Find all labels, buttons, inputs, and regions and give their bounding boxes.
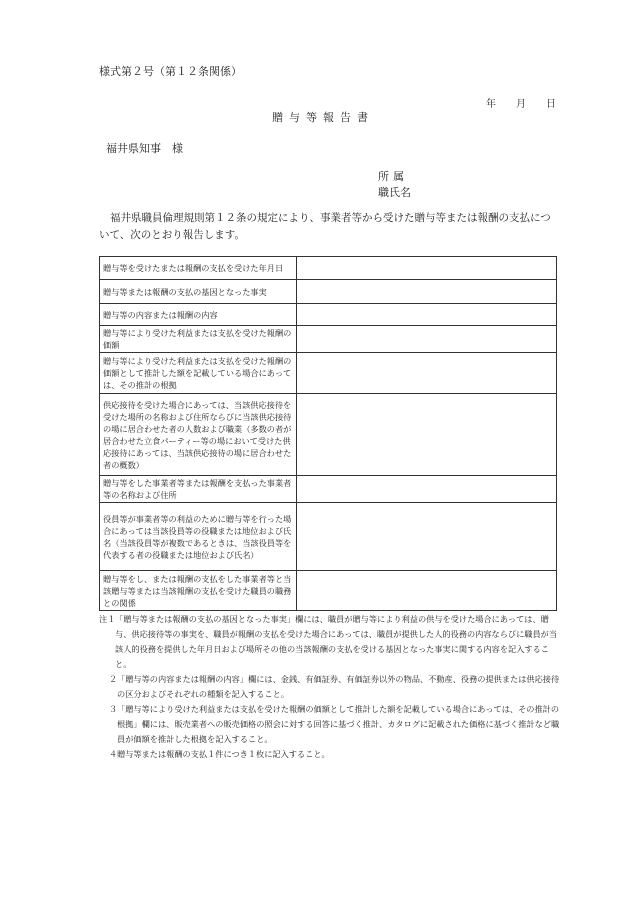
table-row <box>100 571 557 611</box>
addressee: 福井県知事 様 <box>106 142 183 155</box>
note-text: 「贈与等の内容または報酬の内容」欄には、金銭、有価証券、有価証券以外の物品、不動産、役務の提供または供応接待の区分およびそれぞれの種類を記入すること。 <box>117 674 560 699</box>
affiliation-label: 所属 <box>378 170 408 183</box>
note-text: 「贈与等または報酬の支払の基因となった事実」欄には、職員が贈与等により利益の供与を受けた場合にあっては、贈与、供応接待等の事実を、職員が報酬の支払を受けた場合にあっては、職員が提供した人的役務の内容ならびに職員が当該人的役務を提供した年月日および場所その他の当該報酬の支払を受ける基因となった事実に関する内容を記入すること。 <box>115 614 558 669</box>
row-value-officer[interactable] <box>297 503 557 571</box>
row-value-content[interactable] <box>297 304 557 326</box>
row-label-officer: 役員等が事業者等の利益のために贈与等を行った場合にあっては当該役員等の役職または地位および氏名（当該役員等が複数であるときは、当該役員等を代表する者の役職または地位および氏名） <box>100 503 297 571</box>
row-label-value: 贈与等により受けた利益または支払を受けた報酬の価額 <box>100 326 297 353</box>
table-row <box>100 476 557 503</box>
row-value-value[interactable] <box>297 326 557 353</box>
note-item <box>99 702 561 747</box>
table-row <box>100 304 557 326</box>
row-label-relationship: 贈与等をし、または報酬の支払をした事業者等と当該贈与等または当該報酬の支払を受けた職員の職務との関係 <box>100 571 297 611</box>
note-text: 贈与等または報酬の支払１件につき１枚に記入すること。 <box>117 749 330 759</box>
row-value-hospitality[interactable] <box>297 394 557 476</box>
row-value-cause[interactable] <box>297 280 557 304</box>
note-number: 注１ <box>99 614 116 624</box>
row-label-estimate-basis: 贈与等により受けた利益または支払を受けた報酬の価額として推計した額を記載している場合にあっては、その推計の根拠 <box>100 353 297 394</box>
note-text: 「贈与等により受けた利益または支払を受けた報酬の価額として推計した額を記載している場合にあっては、その推計の根拠」欄には、販売業者への販売価格の照会に対する回答に基づく推計、カタログに記載された価格に基づく推計など職員が価額を推計した根拠を記入すること。 <box>117 704 560 744</box>
table-row <box>100 353 557 394</box>
table-row <box>100 280 557 304</box>
date-day-label: 日 <box>546 99 556 110</box>
note-item <box>99 612 561 672</box>
form-number: 様式第２号（第１２条関係） <box>99 65 242 78</box>
row-value-relationship[interactable] <box>297 571 557 611</box>
table-row <box>100 394 557 476</box>
date-line <box>486 95 556 110</box>
notes <box>99 612 561 762</box>
row-label-business: 贈与等をした事業者等または報酬を支払った事業者等の名称および住所 <box>100 476 297 503</box>
position-name-label: 職氏名 <box>378 186 411 199</box>
row-value-business[interactable] <box>297 476 557 503</box>
row-value-date[interactable] <box>297 257 557 280</box>
report-statement: 福井県職員倫理規則第１２条の規定により、事業者等から受けた贈与等または報酬の支払について、次のとおり報告します。 <box>99 212 551 241</box>
document-title: 贈与等報告書 <box>272 111 374 124</box>
note-item <box>99 672 561 702</box>
table-row <box>100 503 557 571</box>
row-label-cause: 贈与等または報酬の支払の基因となった事実 <box>100 280 297 304</box>
row-label-date: 贈与等を受けたまたは報酬の支払を受けた年月日 <box>100 257 297 280</box>
date-year-label: 年 <box>486 99 496 110</box>
row-label-hospitality: 供応接待を受けた場合にあっては、当該供応接待を受けた場所の名称および住所ならびに当該供応接待の場に居合わせた者の人数および職業（多数の者が居合わせた立食パーティー等の場において受けた供応接待にあっては、当該供応接待の場に居合わせた者の概数） <box>100 394 297 476</box>
table-row <box>100 326 557 353</box>
note-number: ３ <box>109 704 118 714</box>
row-value-estimate-basis[interactable] <box>297 353 557 394</box>
note-item <box>99 747 561 762</box>
report-table <box>99 256 557 611</box>
table-row <box>100 257 557 280</box>
row-label-content: 贈与等の内容または報酬の内容 <box>100 304 297 326</box>
note-number: ２ <box>109 674 118 684</box>
note-number: ４ <box>109 749 118 759</box>
date-month-label: 月 <box>516 99 526 110</box>
